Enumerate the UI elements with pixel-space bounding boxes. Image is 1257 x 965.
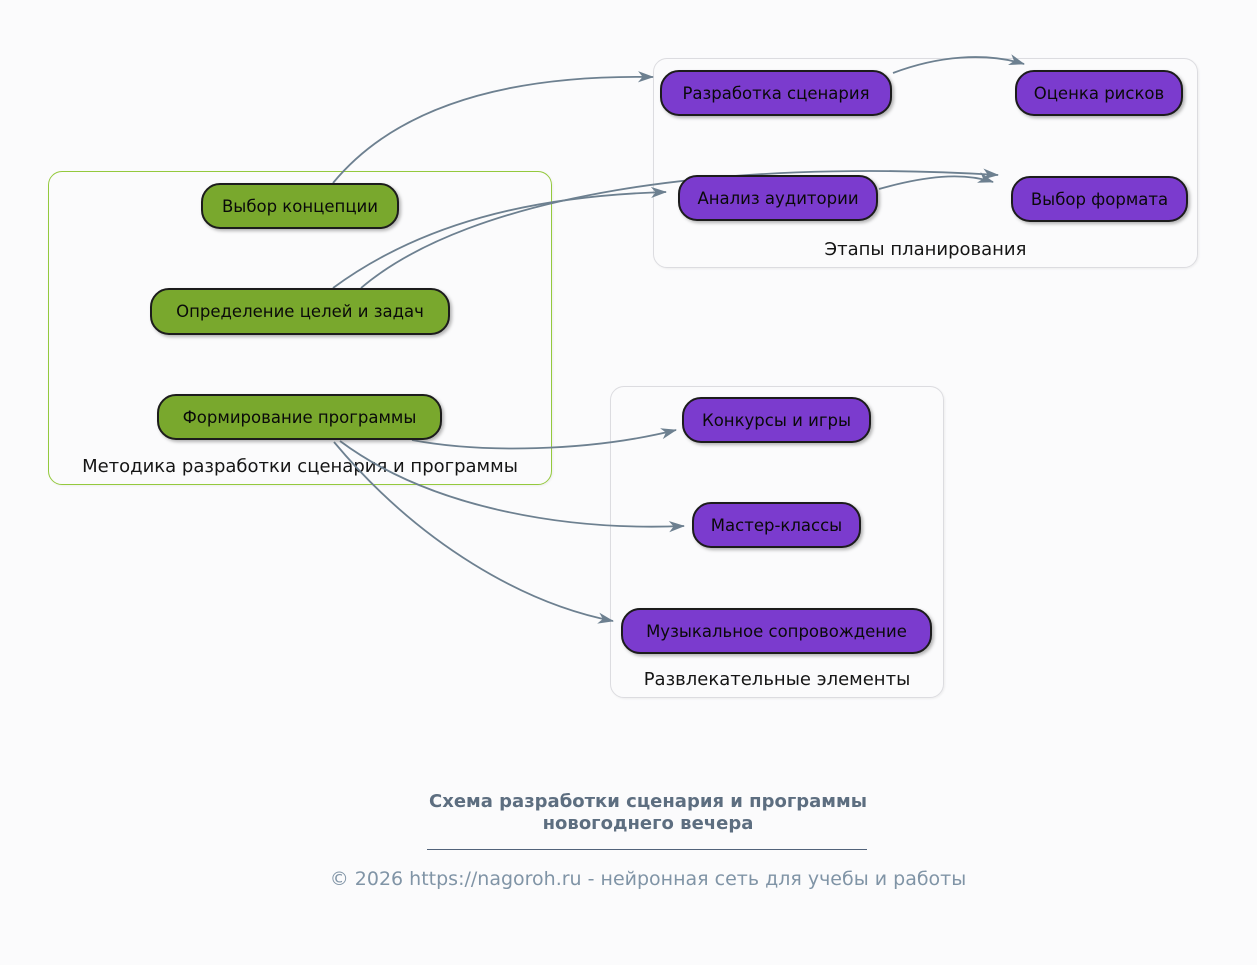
footer-copyright: © 2026 https://nagoroh.ru - нейронная сеть для учебы и работы	[329, 868, 967, 890]
edge-scenario-to-risks	[893, 57, 1024, 73]
cluster-entertainment-label: Развлекательные элементы	[643, 669, 911, 690]
node-audience-analysis: Анализ аудитории	[678, 175, 878, 221]
node-concept-selection: Выбор концепции	[201, 183, 399, 229]
node-scenario-development: Разработка сценария	[660, 70, 892, 116]
edge-program-to-contests	[412, 430, 676, 448]
edge-concept-to-scenario	[333, 77, 653, 183]
node-workshops: Мастер-классы	[692, 502, 861, 548]
cluster-planning-label: Этапы планирования	[824, 239, 1027, 260]
edge-program-to-workshops	[340, 441, 684, 527]
node-program-formation: Формирование программы	[157, 394, 442, 440]
cluster-methodology-label: Методика разработки сценария и программы	[82, 456, 518, 477]
footer-title-line2: новогоднего вечера	[542, 813, 754, 834]
node-goals-definition: Определение целей и задач	[150, 288, 450, 335]
node-musical-accompaniment: Музыкальное сопровождение	[621, 608, 932, 654]
node-format-selection: Выбор формата	[1011, 176, 1188, 222]
footer-title-line1: Схема разработки сценария и программы	[429, 791, 867, 812]
node-risk-assessment: Оценка рисков	[1015, 70, 1183, 116]
edge-audience-to-format	[879, 176, 993, 189]
edge-program-to-music	[334, 442, 613, 621]
node-contests-games: Конкурсы и игры	[682, 397, 871, 443]
